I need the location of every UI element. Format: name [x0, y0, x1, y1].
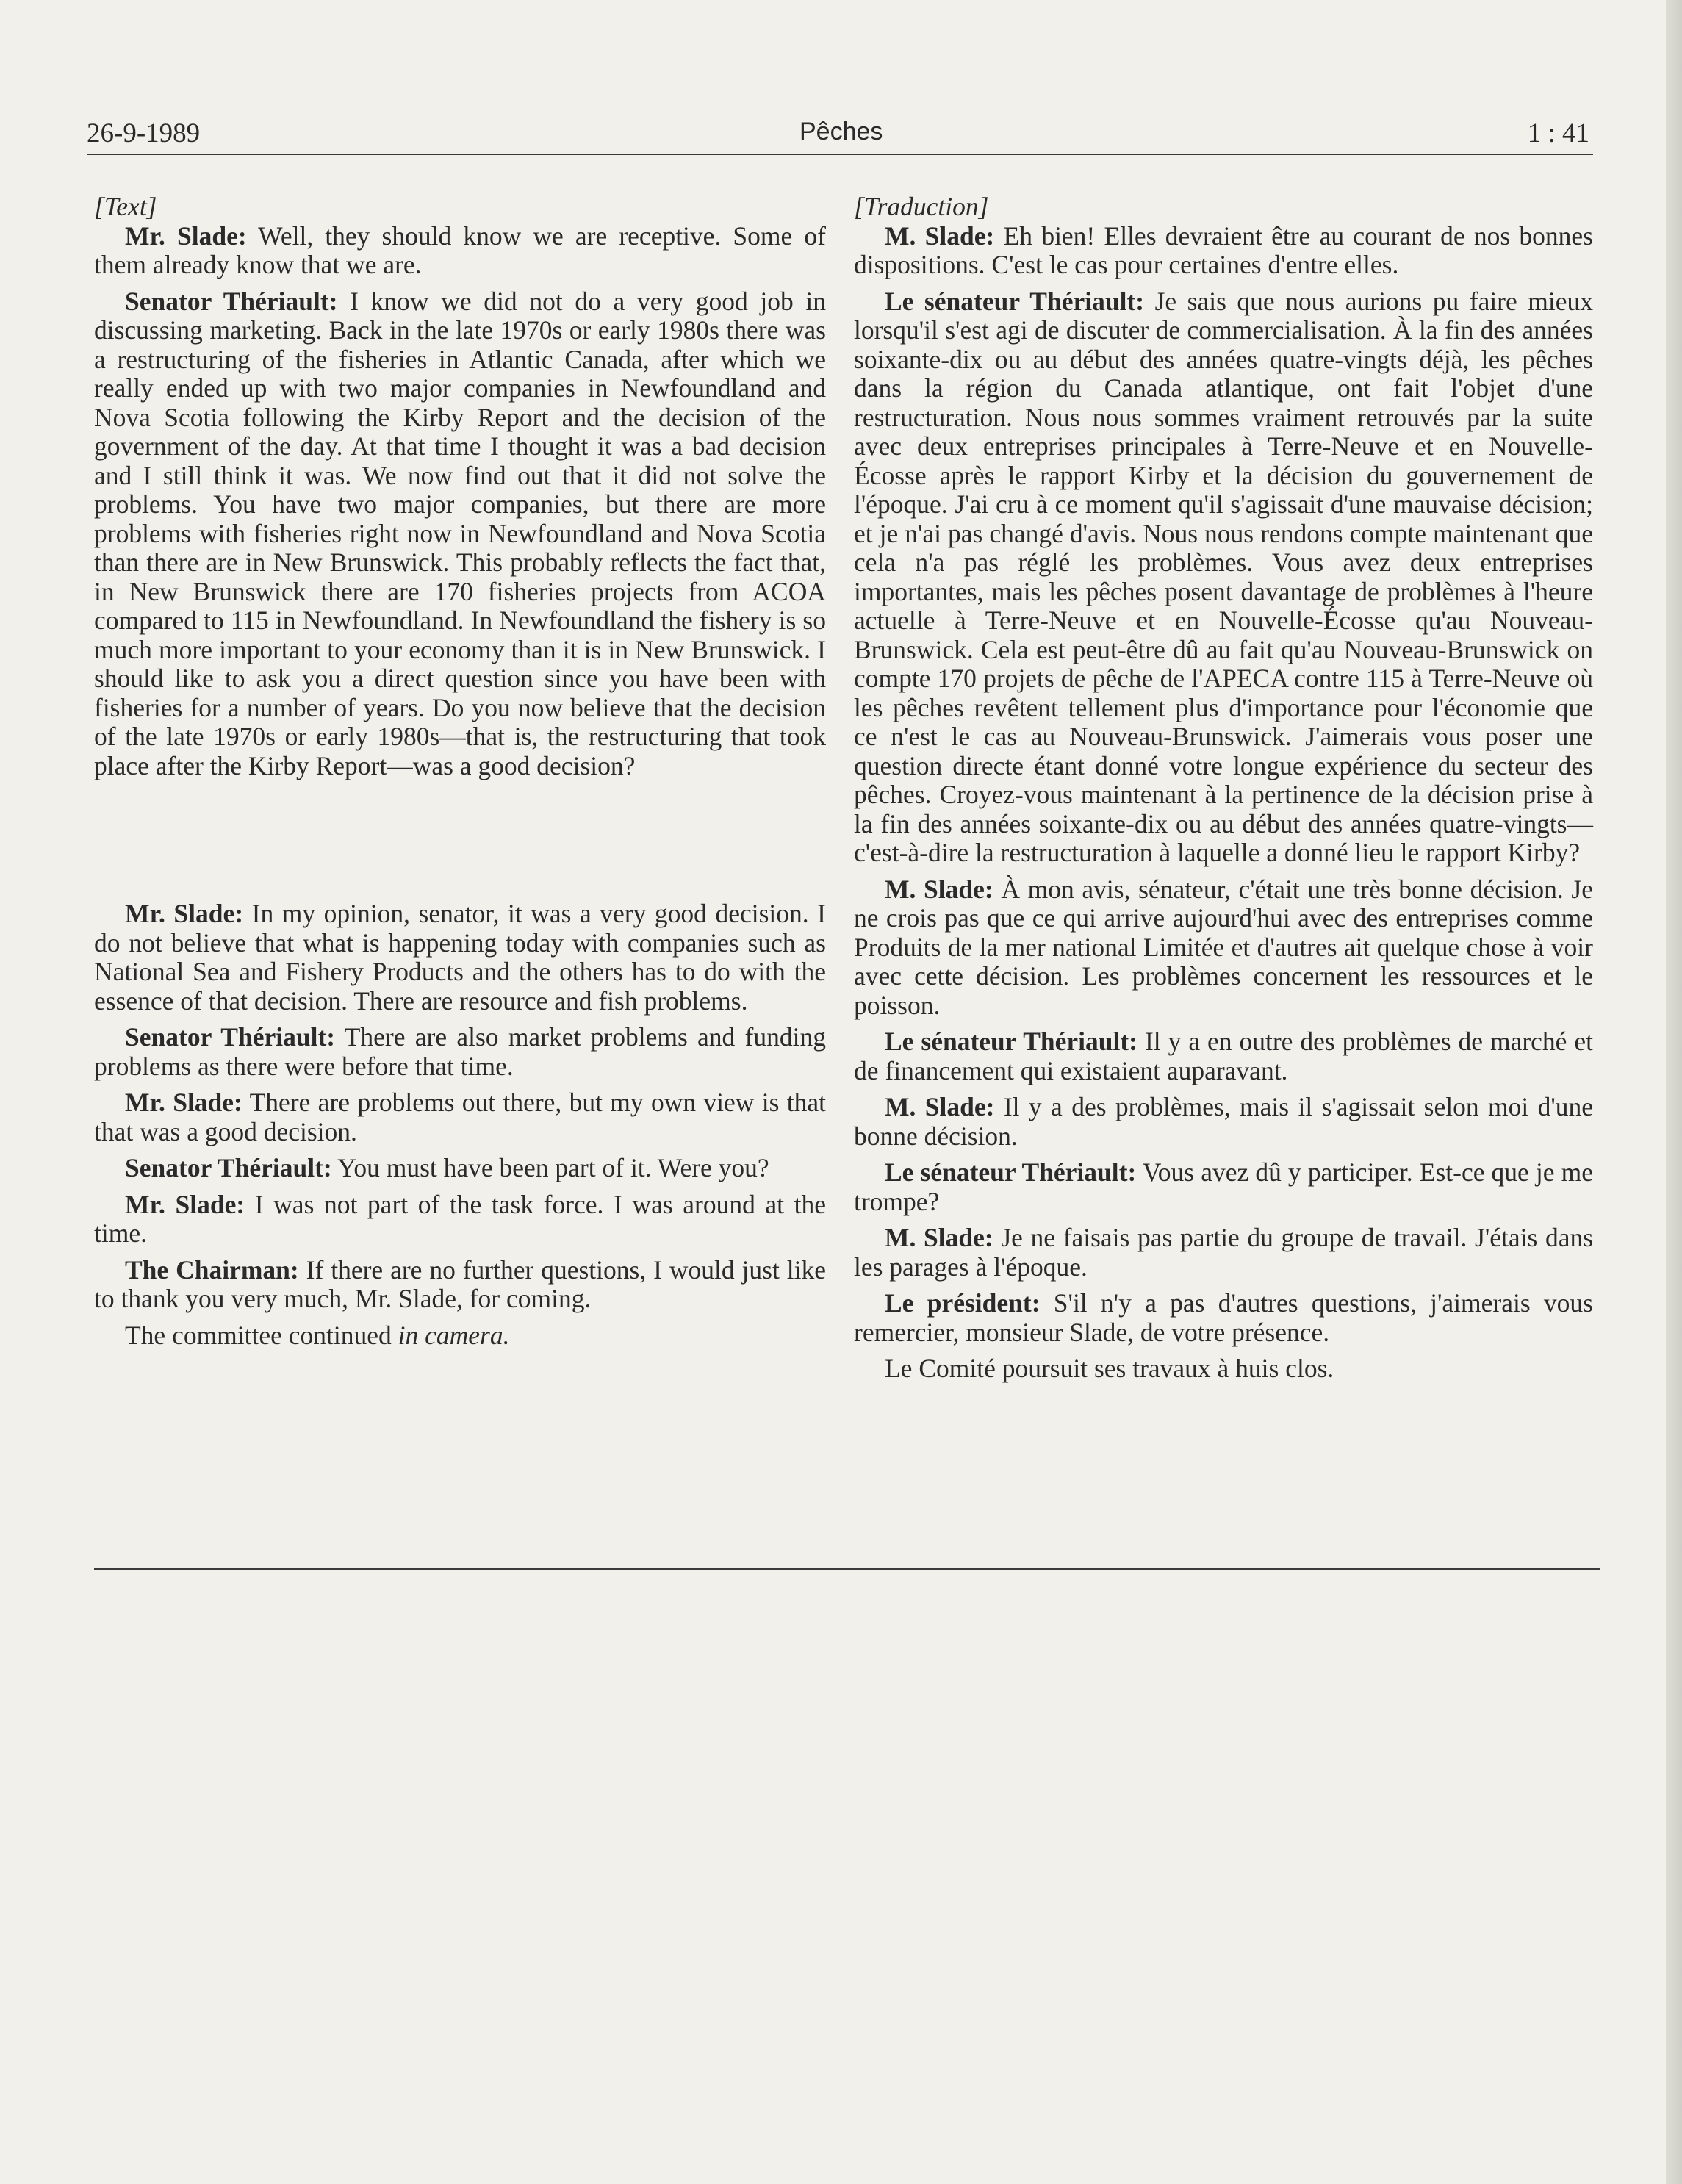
speech: You must have been part of it. Were you? [331, 1153, 769, 1182]
speech: Je ne faisais pas partie du groupe de travail. J'étais dans les parages à l'époque. [854, 1223, 1594, 1282]
speaker: Le sénateur Thériault: [885, 1157, 1137, 1187]
speech: S'il n'y a pas d'autres questions, j'aimerais vous remercier, monsieur Slade, de votre présence. [854, 1288, 1593, 1347]
speaker: Senator Thériault: [125, 1022, 336, 1052]
english-paragraph [94, 1088, 826, 1146]
speaker: Senator Thériault: [125, 286, 338, 316]
speech: Well, they should know we are receptive. Some of them already know that we are. [94, 220, 826, 279]
speaker: M. Slade: [885, 1223, 993, 1252]
french-paragraph [854, 1027, 1593, 1085]
speaker: Mr. Slade: [125, 1189, 245, 1219]
english-label: [Text] [94, 192, 157, 221]
closing-text: The committee continued [125, 1320, 398, 1350]
english-paragraph [94, 1154, 826, 1183]
footer-rule [94, 1568, 1600, 1570]
english-paragraph [94, 1190, 826, 1249]
header-page-number: 1 : 41 [1527, 118, 1589, 148]
speech: Il y a en outre des problèmes de marché et de financement qui existaient auparavant. [854, 1027, 1594, 1085]
header-rule [87, 154, 1593, 155]
french-column [854, 193, 1593, 1391]
french-paragraph [854, 1093, 1593, 1151]
speaker: Le sénateur Thériault: [885, 286, 1145, 316]
closing-emphasis: in camera. [398, 1320, 510, 1350]
english-paragraph [94, 222, 826, 280]
french-closing: Le Comité poursuit ses travaux à huis clos. [885, 1354, 1334, 1383]
speech: There are also market problems and funding problems as there were before that time. [94, 1022, 826, 1081]
speaker: M. Slade: [885, 1092, 995, 1121]
speech: There are problems out there, but my own view is that that was a good decision. [94, 1088, 826, 1146]
speech: Je sais que nous aurions pu faire mieux lorsqu'il s'est agi de discuter de commercialisation. À la fin des années soixante-dix ou au début des années quatre-vingts déjà, les pêches dans la région du Canada atlantique, ont fait l'objet d'une restructuration. Nous nous sommes vraiment retrouvés par la suite avec deux entreprises principales à Terre-Neuve et en Nouvelle-Écosse après le rapport Kirby et la décision du gouvernement de l'époque. J'ai cru à ce moment qu'il s'agissait d'une mauvaise décision; et je n'ai pas changé d'avis. Nous nous rendons compte maintenant que cela n'a pas réglé les problèmes. Vous avez deux entreprises importantes, mais les pêches posent davantage de problèmes à l'heure actuelle à Terre-Neuve et en Nouvelle-Écosse qu'au Nouveau-Brunswick. Cela est peut-être dû au fait qu'au Nouveau-Brunswick on compte 170 projets de pêche de l'APECA contre 115 à Terre-Neuve où les pêches revêtent tellement plus d'importance pour l'économie que ce n'est le cas au Nouveau-Brunswick. J'aimerais vous poser une question directe étant donné votre longue expérience du secteur des pêches. Croyez-vous maintenant à la pertinence de la décision prise à la fin des années soixante-dix ou au début des années quatre-vingts—c'est-à-dire la restructuration à laquelle a donné lieu le rapport Kirby? [854, 286, 1593, 867]
english-paragraph [94, 1256, 826, 1314]
speaker: The Chairman: [125, 1254, 299, 1285]
speech: Vous avez dû y participer. Est-ce que je me trompe? [854, 1157, 1593, 1216]
french-paragraph [854, 1289, 1593, 1347]
speech: In my opinion, senator, it was a very good decision. I do not believe that what is happening today with companies such as National Sea and Fishery Products and the others has to do with the essence of that decision. There are resource and fish problems. [94, 899, 826, 1016]
english-paragraph [94, 1023, 826, 1081]
french-paragraph [854, 222, 1593, 280]
speech: Il y a des problèmes, mais il s'agissait selon moi d'une bonne décision. [854, 1092, 1594, 1151]
speech: Eh bien! Elles devraient être au courant de nos bonnes dispositions. C'est le cas pour certaines d'entre elles. [854, 220, 1594, 279]
speaker: Le sénateur Thériault: [885, 1027, 1138, 1056]
speech: À mon avis, sénateur, c'était une très bonne décision. Je ne crois pas que ce qui arrive aujourd'hui avec des entreprises comme Produits de la mer national Limitée et d'autres ait quelque chose à voir avec cette décision. Les problèmes concernent les ressources et le poisson. [854, 874, 1594, 1020]
french-paragraph [854, 1224, 1593, 1282]
english-closing [94, 1321, 826, 1351]
speaker: M. Slade: [885, 220, 995, 251]
speaker: M. Slade: [885, 874, 993, 904]
speaker: Mr. Slade: [125, 899, 244, 928]
page-edge [1666, 0, 1682, 2184]
french-paragraph [854, 287, 1593, 868]
english-paragraph [94, 287, 826, 781]
speech: I was not part of the task force. I was around at the time. [94, 1189, 826, 1248]
header-title: Pêches [799, 118, 883, 146]
speech: I know we did not do a very good job in discussing marketing. Back in the late 1970s or early 1980s there was a restructuring of the fisheries in Atlantic Canada, after which we really ended up with two major companies in Newfoundland and Nova Scotia following the Kirby Report and the decision of the government of the day. At that time I thought it was a bad decision and I still think it was. We now find out that it did not solve the problems. You have two major companies, but there are more problems with fisheries right now in Newfoundland and Nova Scotia than there are in New Brunswick. This probably reflects the fact that, in New Brunswick there are 170 fisheries projects from ACOA compared to 115 in Newfoundland. In Newfoundland the fishery is so much more important to your economy than it is in New Brunswick. I should like to ask you a direct question since you have been with fisheries for a number of years. Do you now believe that the decision of the late 1970s or early 1980s—that is, the restructuring that took place after the Kirby Report—was a good decision? [94, 286, 827, 780]
french-label: [Traduction] [854, 192, 989, 221]
speaker: Mr. Slade: [125, 220, 247, 251]
english-paragraph [94, 899, 826, 1016]
speaker: Senator Thériault: [125, 1153, 332, 1182]
speech: If there are no further questions, I would just like to thank you very much, Mr. Slade, for coming. [94, 1254, 826, 1313]
english-column [94, 193, 826, 1357]
speaker: Mr. Slade: [125, 1088, 242, 1117]
header-date: 26-9-1989 [87, 118, 201, 148]
french-paragraph [854, 1158, 1593, 1216]
speaker: Le président: [885, 1288, 1041, 1318]
french-paragraph [854, 875, 1593, 1021]
column-gap [94, 788, 826, 899]
